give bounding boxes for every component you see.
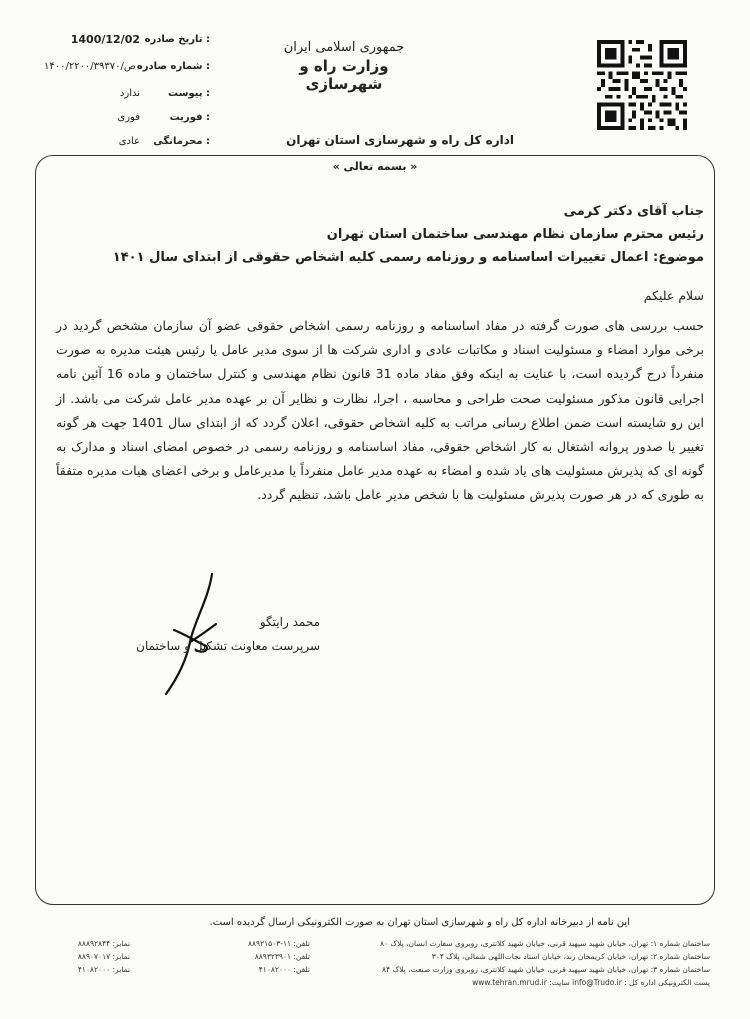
meta-row-attachment (40, 88, 210, 104)
signer-name: محمد رایتگو (259, 615, 320, 629)
address-block (64, 200, 704, 269)
footer-address: ساختمان شماره ۱: تهران، خیابان شهید سپهبد قرنی، خیابان شهید کلانتری، روبروی سفارت انسان، پلاک ۸۰ (380, 939, 710, 948)
footer-phone: تلفن: ۴۱۰۸۲۰۰۰ (258, 965, 310, 974)
basmala: « بسمه تعالی » (332, 160, 418, 173)
footer-fax: نمابر: ۴۱۰۸۲۰۰۰ (77, 965, 130, 974)
country-name: جمهوری اسلامی ایران (283, 40, 405, 55)
meta-row-confidentiality (40, 136, 210, 152)
meta-value: ندارد (119, 88, 140, 99)
meta-label: شماره صادره : (136, 61, 210, 72)
footer-fax: نمابر: ۸۸۸۹۲۸۴۴ (77, 939, 130, 948)
meta-label: محرمانگی : (153, 136, 210, 147)
meta-value: 1400/12/02 (70, 33, 140, 46)
meta-value: عادی (118, 136, 140, 147)
recipient: جناب آقای دکتر کرمی (563, 204, 704, 219)
signature-block (120, 610, 320, 658)
ministry-name: وزارت راه و شهرسازی (299, 57, 389, 93)
meta-label: پیوست : (167, 88, 210, 99)
letter-body: حسب بررسی های صورت گرفته در مفاد اساسنامه و روزنامه رسمی اشخاص حقوقی عضو آن سازمان مشخص گردید در برخی موارد امضاء و مسئولیت اسناد و مکاتبات عادی و اداری شرکت ها از سوی مدیر عامل یا رئیس هیئت مدیره به صورت منفرداً درج گردیده است، با عنایت به اینکه وفق مفاد ماده 31 قانون نظام مهندسی و کنترل ساختمان و ماده 16 آئین نامه اجرایی قانون مذکور مسئولیت صحت طراحی و محاسبه ، اجرا، نظارت و نظایر آن بر عهده مدیر عامل شرکت می باشد. از این رو شایسته است ضمن اطلاع رسانی مراتب به کلیه اشخاص حقوقی، اعلان گردد که از ابتدای سال 1401 جهت هر گونه تغییر یا صدور پروانه اشتغال به کار اشخاص حقوقی، مفاد اساسنامه و روزنامه رسمی در خصوص امضای اسناد و مدارک به گونه ای که پذیرش مسئولیت های یاد شده و امضاء به عهده مدیر عامل منفرداً یا مدیرعامل و برخی اعضای هیات مدیره متفقاً به طوری که در هر صورت پذیرش مسئولیت ها با شخص مدیر عامل باشد، تنظیم گردد. (56, 318, 705, 503)
meta-value: فوری (117, 112, 140, 123)
footer-address: ساختمان شماره ۳: تهران، خیابان شهید سپهبد قرنی، خیابان شهید کلانتری، روبروی وزارت صنعت، پلاک ۸۴ (382, 965, 710, 974)
footer-phone: تلفن: ۸۸۹۳۲۳۹۰۱ (254, 952, 310, 961)
footer-fax: نمابر: ۸۸۹۰۷۰۱۷ (77, 952, 130, 961)
letterhead (264, 40, 424, 93)
meta-label: تاریخ صادره : (144, 34, 210, 45)
recipient-title: رئیس محترم سازمان نظام مهندسی ساختمان استان تهران (326, 227, 704, 242)
footer-phone: تلفن: ۱۱-۸۸۹۲۱۵۰۳ (248, 939, 310, 948)
meta-row-date (40, 34, 210, 50)
meta-label: فوریت : (169, 112, 210, 123)
footer-address: ساختمان شماره ۲: تهران، خیابان کریمخان زند، خیابان استاد نجات‌اللهی شمالی، پلاک ۳۰۴ (431, 952, 710, 961)
meta-row-urgency (40, 112, 210, 128)
subject: موضوع: اعمال تغییرات اساسنامه و روزنامه رسمی کلیه اشخاص حقوقی از ابتدای سال ۱۴۰۱ (112, 250, 704, 265)
meta-value: ۱۴۰۰/۲۲۰۰/۳۹۳۷۰/ص (43, 61, 136, 72)
signer-title: سرپرست معاونت تشکیل و ساختمان (136, 639, 320, 653)
office-name: اداره کل راه و شهرسازی استان تهران (286, 133, 514, 147)
meta-row-number (40, 61, 210, 77)
electronic-note: این نامه از دبیرخانه اداره کل راه و شهرسازی استان تهران به صورت الکترونیکی ارسال گردیده است. (209, 917, 630, 928)
footer-contacts (40, 935, 710, 995)
footer-email-site: پست الکترونیکی اداره کل : info@Trudo.ir سایت: www.tehran.mrud.ir (472, 978, 710, 987)
qr-code-icon (596, 40, 688, 130)
greeting: سلام علیکم (643, 288, 704, 303)
